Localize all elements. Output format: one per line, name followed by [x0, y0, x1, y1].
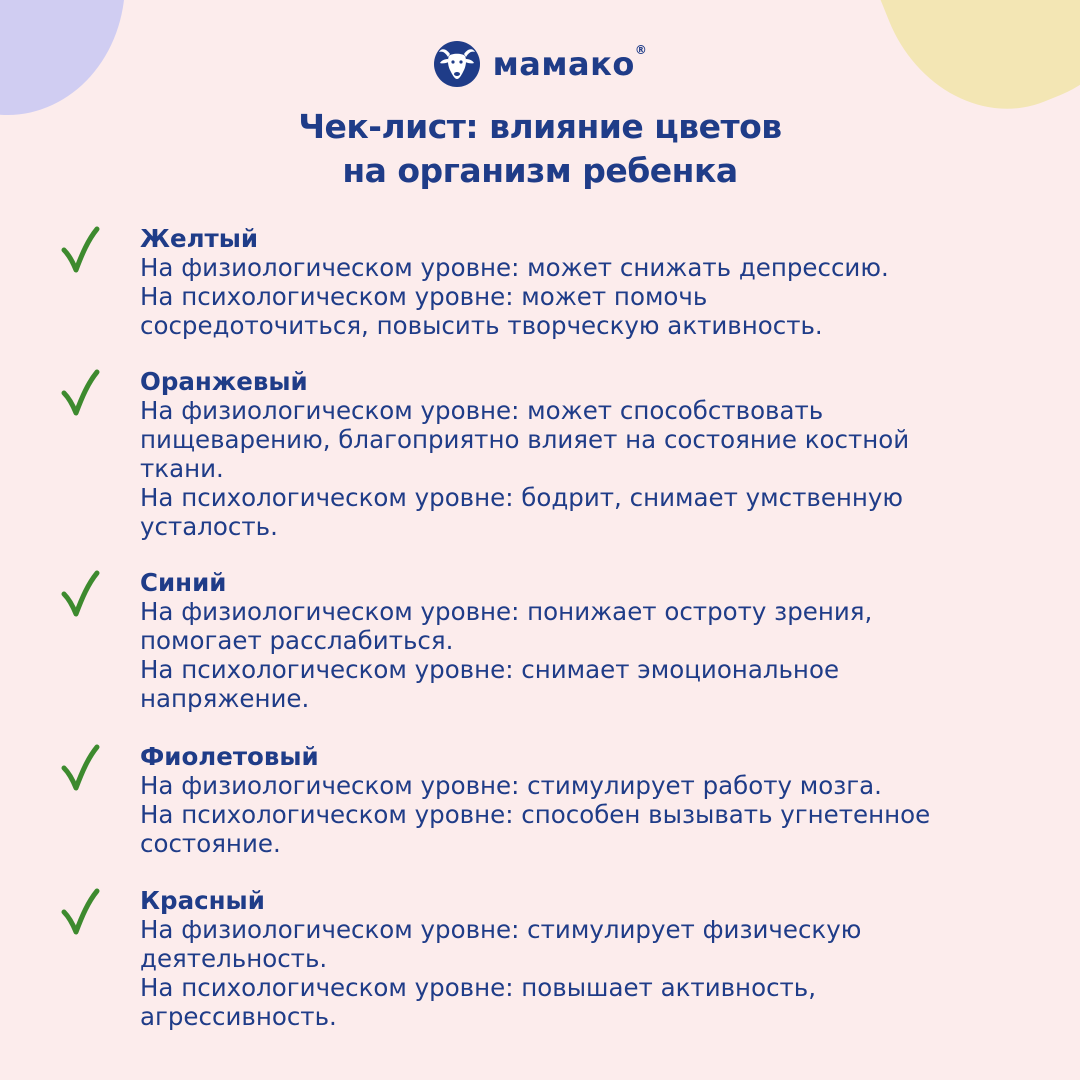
item-physio-text: На физиологическом уровне: может снижать депрессию.: [140, 253, 889, 282]
item-heading: Фиолетовый: [140, 742, 319, 771]
checkmark-icon: [60, 744, 100, 792]
item-physio-text: На физиологическом уровне: стимулирует физическую деятельность.: [140, 915, 862, 973]
title-line-2: на организм ребенка: [342, 151, 738, 190]
item-psycho-text: На психологическом уровне: бодрит, снимает умственную усталость.: [140, 483, 904, 541]
title-line-1: Чек-лист: влияние цветов: [298, 107, 782, 146]
item-psycho-text: На психологическом уровне: может помочь сосредоточиться, повысить творческую активность.: [140, 282, 823, 340]
checkmark-icon: [60, 888, 100, 936]
registered-mark: ®: [634, 43, 648, 57]
item-heading: Оранжевый: [140, 367, 308, 396]
item-physio-text: На физиологическом уровне: понижает остроту зрения, помогает расслабиться.: [140, 597, 873, 655]
item-heading: Красный: [140, 886, 265, 915]
item-heading: Желтый: [140, 224, 259, 253]
item-psycho-text: На психологическом уровне: снимает эмоциональное напряжение.: [140, 655, 840, 713]
item-psycho-text: На психологическом уровне: способен вызывать угнетенное состояние.: [140, 800, 931, 858]
item-psycho-text: На психологическом уровне: повышает активность, агрессивность.: [140, 973, 817, 1031]
item-heading: Синий: [140, 568, 227, 597]
checkmark-icon: [60, 570, 100, 618]
item-physio-text: На физиологическом уровне: может способствовать пищеварению, благоприятно влияет на состояние костной ткани.: [140, 396, 910, 483]
item-physio-text: На физиологическом уровне: стимулирует работу мозга.: [140, 771, 882, 800]
checkmark-icon: [60, 226, 100, 274]
checkmark-icon: [60, 369, 100, 417]
brand-name: мамако®: [492, 43, 648, 83]
